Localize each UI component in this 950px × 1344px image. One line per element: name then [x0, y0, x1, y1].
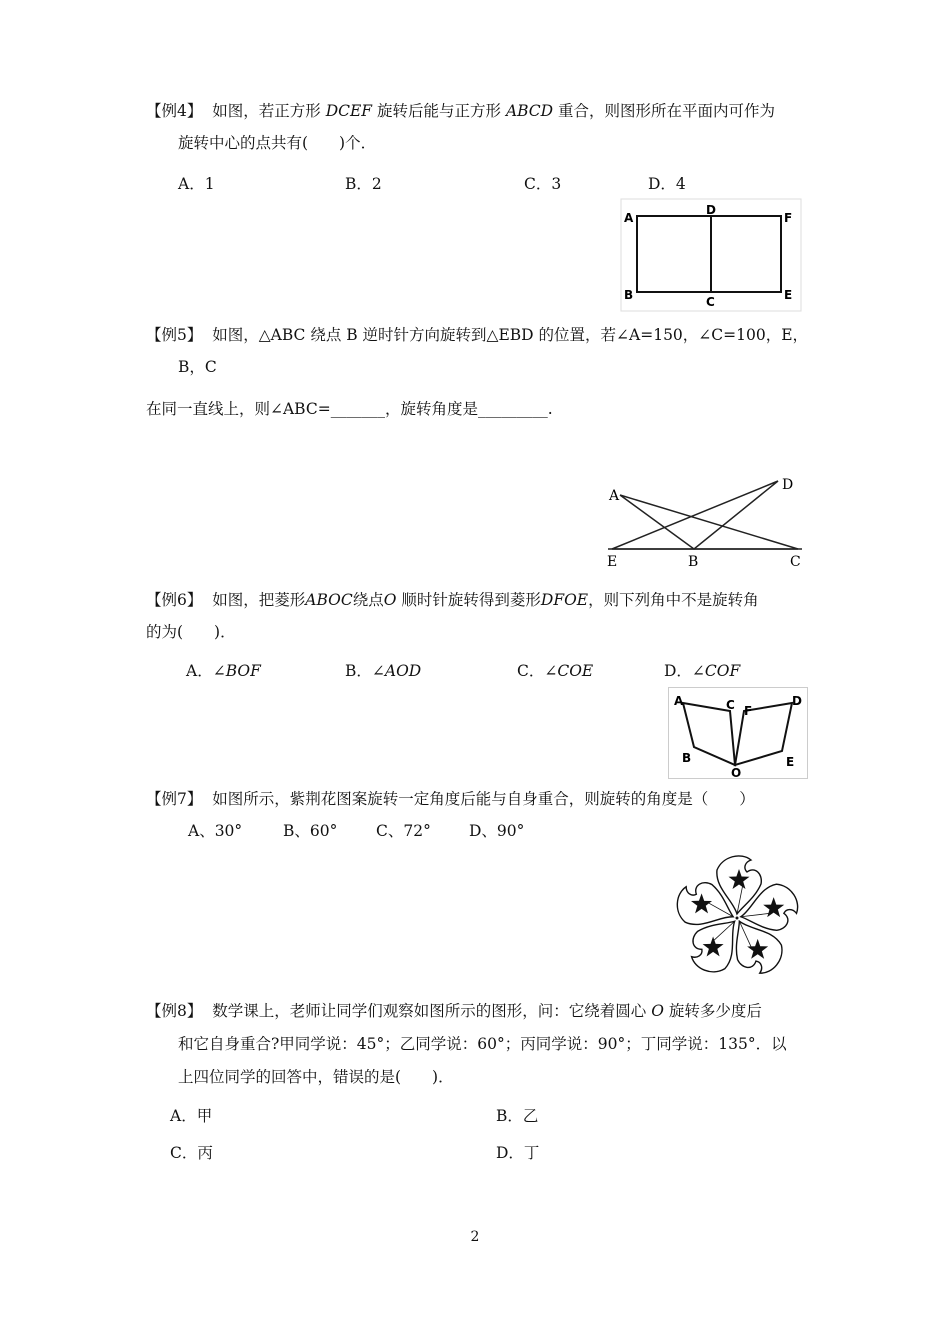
option-b: B、60°: [283, 822, 338, 840]
text: 重合，则图形所在平面内可作为: [558, 102, 776, 120]
label-a: A: [609, 488, 620, 504]
rhombus-name: ABOC: [305, 591, 353, 609]
label-e: E: [786, 755, 795, 769]
text: 如图，△ABC 绕点 B 逆时针方向旋转到△EBD 的位置，若∠A=150，∠C=100，E，: [212, 326, 809, 344]
text: 如图，若正方形: [212, 102, 321, 120]
option-prefix: B．∠: [345, 662, 385, 680]
example-4-line-1: [146, 101, 775, 121]
triangles-figure: [602, 468, 808, 572]
label-b: B: [624, 288, 634, 302]
example-5-line-1: [146, 325, 808, 345]
point-name: O: [383, 591, 397, 609]
option-b: B．乙: [496, 1107, 539, 1125]
rhombus-name: DFOE: [540, 591, 589, 609]
option-a: A．1: [178, 175, 215, 193]
square-name: DCEF: [325, 102, 373, 120]
example-5-line-2: B，C: [178, 358, 217, 376]
example-5-tag: 【例5】: [146, 326, 203, 344]
example-6-tag: 【例6】: [146, 591, 203, 609]
option-d: [664, 661, 740, 681]
option-prefix: A．∠: [186, 662, 226, 680]
text: 旋转多少度后: [668, 1002, 762, 1020]
label-f: F: [784, 211, 793, 225]
example-8-tag: 【例8】: [146, 1002, 203, 1020]
example-5-line-3: 在同一直线上，则∠ABC=_______，旋转角度是_________.: [146, 400, 553, 418]
angle-name: AOD: [384, 662, 422, 680]
example-7-line-1: [146, 789, 755, 809]
angle-name: COE: [557, 662, 594, 680]
option-prefix: C．∠: [517, 662, 558, 680]
bauhinia-flower-figure: [670, 852, 804, 984]
example-4-line-2: 旋转中心的点共有( )个．: [178, 134, 377, 152]
example-6-line-2: 的为( )．: [146, 623, 236, 641]
label-c: C: [726, 698, 735, 712]
label-a: A: [624, 211, 634, 225]
angle-name: BOF: [225, 662, 261, 680]
text: ，则下列角中不是旋转角: [588, 591, 759, 609]
option-c: C．丙: [170, 1144, 213, 1162]
text: 如图，把菱形: [212, 591, 306, 609]
label-o: O: [731, 766, 742, 779]
label-a: A: [674, 694, 684, 708]
label-d: D: [782, 477, 794, 493]
text: 绕点: [352, 591, 384, 609]
point-name: O: [651, 1002, 664, 1020]
option-d: D．丁: [496, 1144, 540, 1162]
option-a: [186, 661, 261, 681]
option-d: D．4: [648, 175, 686, 193]
page-number: 2: [470, 1229, 480, 1245]
option-b: B．2: [345, 175, 382, 193]
option-prefix: D．∠: [664, 662, 705, 680]
option-a: A．甲: [170, 1107, 213, 1125]
label-e: E: [607, 554, 618, 570]
label-e: E: [784, 288, 793, 302]
text: 如图所示，紫荆花图案旋转一定角度后能与自身重合，则旋转的角度是（ ）: [212, 790, 755, 808]
example-8-line-3: 上四位同学的回答中，错误的是( )．: [178, 1068, 454, 1086]
example-4-tag: 【例4】: [146, 102, 203, 120]
angle-name: COF: [704, 662, 741, 680]
rhombus-figure: [668, 687, 808, 779]
example-6-line-1: [146, 590, 759, 610]
label-f: F: [744, 704, 753, 718]
option-c: C．3: [524, 175, 562, 193]
example-8-line-1: [146, 1001, 762, 1021]
example-8-line-2: 和它自身重合?甲同学说：45°；乙同学说：60°；丙同学说：90°；丁同学说：135°．以: [178, 1035, 787, 1053]
option-c: [517, 661, 593, 681]
label-c: C: [790, 554, 801, 570]
text: 旋转后能与正方形: [376, 102, 501, 120]
option-c: C、72°: [376, 822, 431, 840]
option-a: A、30°: [188, 822, 243, 840]
text: 顺时针旋转得到菱形: [401, 591, 541, 609]
label-b: B: [682, 751, 692, 765]
option-b: [345, 661, 421, 681]
text: 数学课上，老师让同学们观察如图所示的图形，问：它绕着圆心: [212, 1002, 647, 1020]
label-c: C: [706, 295, 715, 309]
label-b: B: [688, 554, 699, 570]
label-d: D: [706, 203, 716, 217]
two-squares-figure: [620, 198, 802, 312]
label-d: D: [792, 694, 802, 708]
example-7-tag: 【例7】: [146, 790, 203, 808]
option-d: D、90°: [469, 822, 525, 840]
square-name: ABCD: [505, 102, 554, 120]
